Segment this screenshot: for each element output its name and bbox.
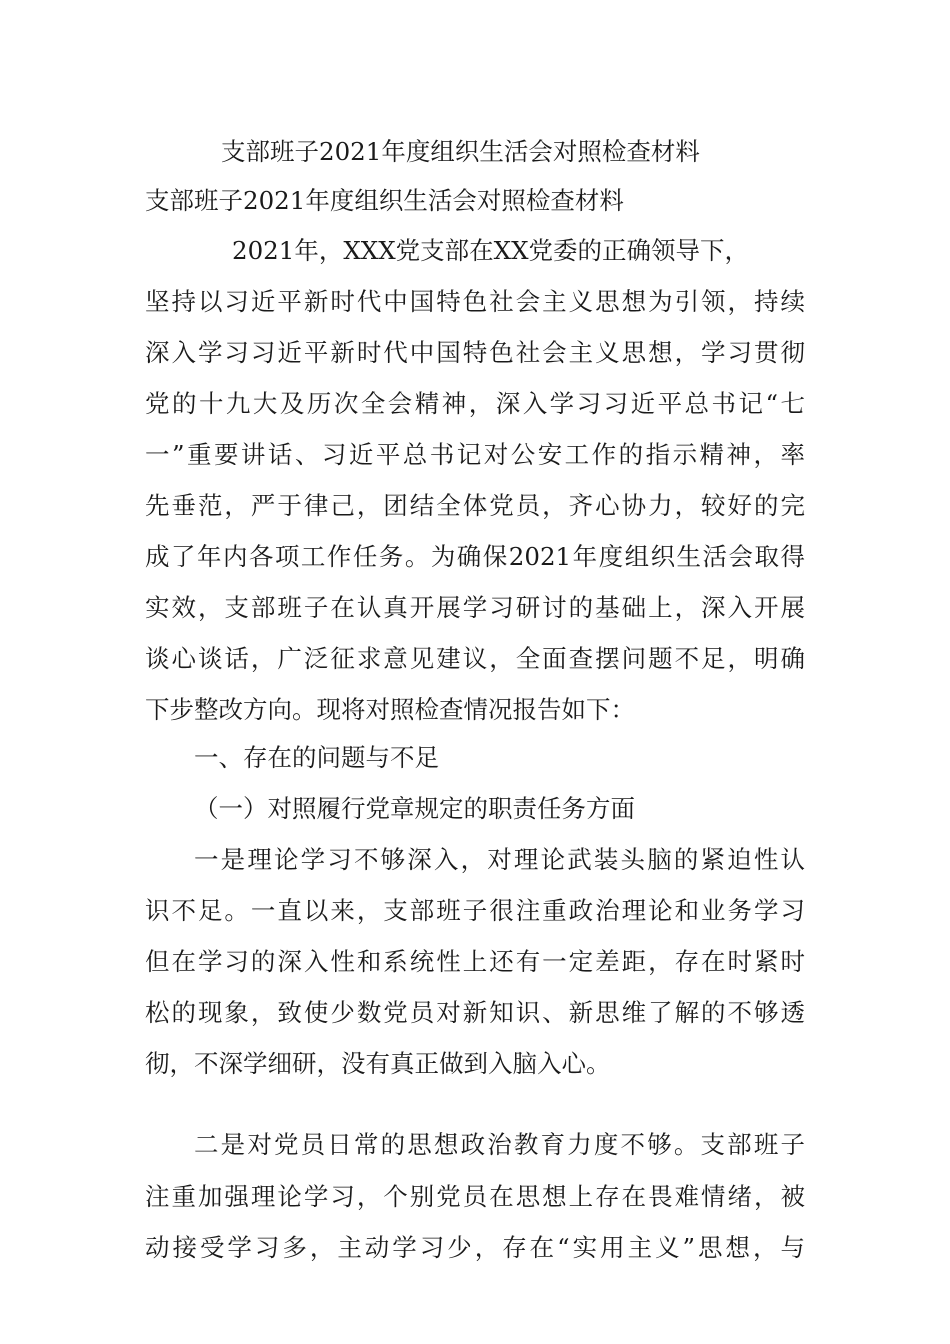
paragraph-1-line: 一”重要讲话、习近平总书记对公安工作的指示精神，率 (145, 440, 805, 469)
section-heading: 一、存在的问题与不足 (194, 743, 439, 772)
paragraph-1-line: 下步整改方向。现将对照检查情况报告如下： (145, 695, 635, 724)
paragraph-3-line: 二是对党员日常的思想政治教育力度不够。支部班子 (194, 1130, 805, 1159)
paragraph-1-line: 坚持以习近平新时代中国特色社会主义思想为引领，持续 (145, 287, 805, 316)
paragraph-1-line: 党的十九大及历次全会精神，深入学习习近平总书记“七 (145, 389, 805, 418)
paragraph-1-line: 深入学习习近平新时代中国特色社会主义思想，学习贯彻 (145, 338, 805, 367)
paragraph-1-line: 2021年，XXX党支部在XX党委的正确领导下， (232, 236, 750, 265)
paragraph-2-line: 彻，不深学细研，没有真正做到入脑入心。 (145, 1049, 611, 1078)
paragraph-2-line: 但在学习的深入性和系统性上还有一定差距，存在时紧时 (145, 947, 805, 976)
paragraph-2-line: 松的现象，致使少数党员对新知识、新思维了解的不够透 (145, 998, 805, 1027)
paragraph-2-line: 识不足。一直以来，支部班子很注重政治理论和业务学习 (145, 896, 805, 925)
paragraph-3-line: 注重加强理论学习，个别党员在思想上存在畏难情绪，被 (145, 1182, 805, 1211)
subsection-heading: （一）对照履行党章规定的职责任务方面 (194, 794, 635, 823)
paragraph-3-line: 动接受学习多，主动学习少，存在“实用主义”思想，与 (145, 1233, 805, 1262)
paragraph-1-line: 成了年内各项工作任务。为确保2021年度组织生活会取得 (145, 542, 805, 571)
paragraph-1-line: 谈心谈话，广泛征求意见建议，全面查摆问题不足，明确 (145, 644, 805, 673)
paragraph-2-line: 一是理论学习不够深入，对理论武装头脑的紧迫性认 (194, 845, 805, 874)
document-title: 支部班子2021年度组织生活会对照检查材料 (221, 137, 700, 166)
document-subtitle: 支部班子2021年度组织生活会对照检查材料 (145, 186, 624, 215)
paragraph-1-line: 先垂范，严于律己，团结全体党员，齐心协力，较好的完 (145, 491, 805, 520)
paragraph-1-line: 实效，支部班子在认真开展学习研讨的基础上，深入开展 (145, 593, 805, 622)
